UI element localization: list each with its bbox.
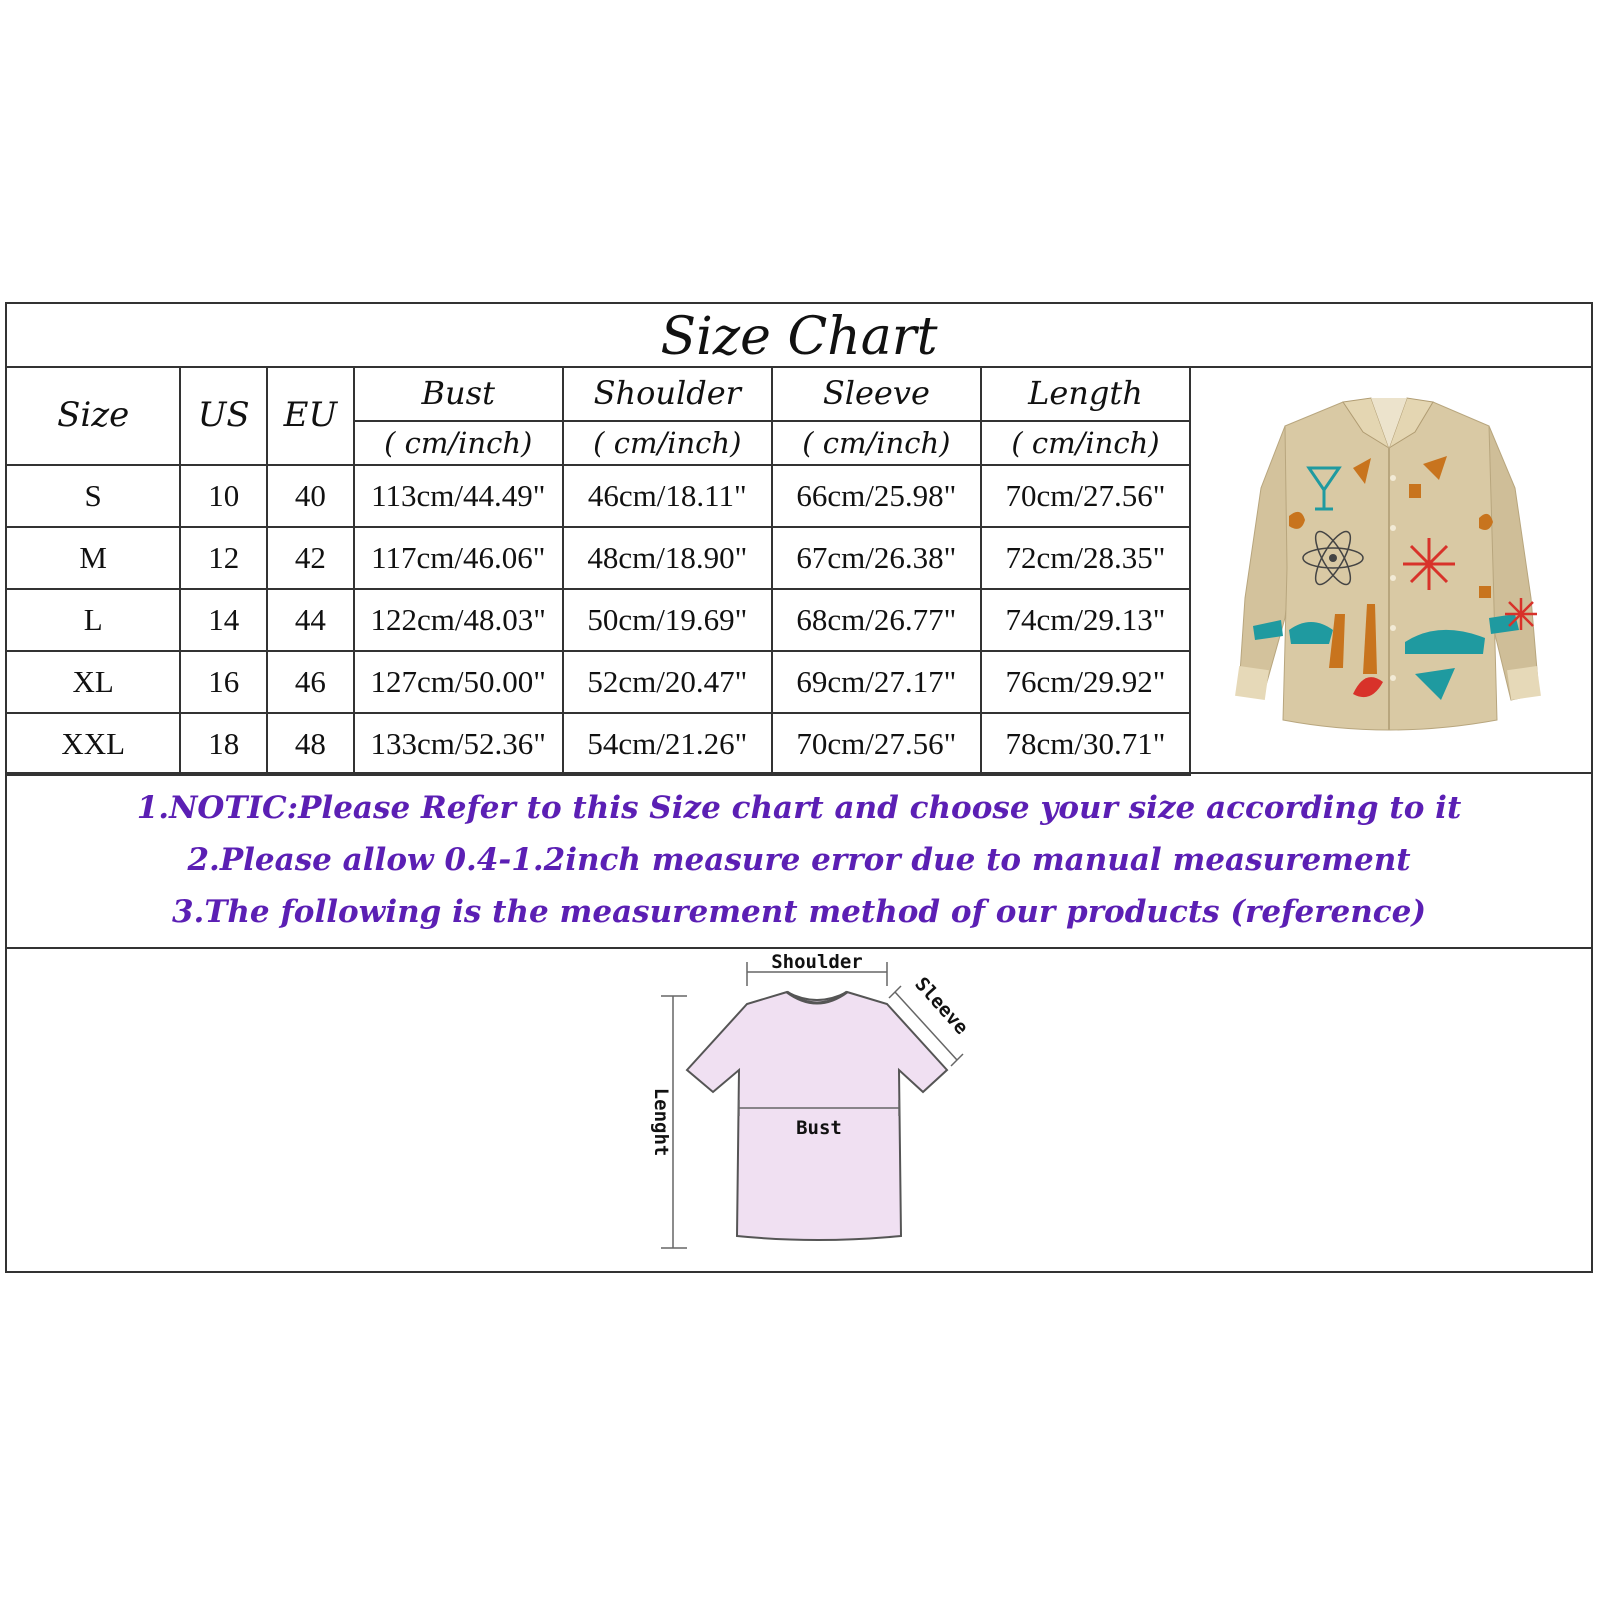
header-sleeve: Sleeve (772, 366, 981, 421)
table-row (7, 651, 1190, 713)
cell-us: 18 (180, 713, 267, 775)
table-row (7, 589, 1190, 651)
header-shoulder: Shoulder (563, 366, 772, 421)
note-line: 2.Please allow 0.4-1.2inch measure error due to manual measurement (187, 842, 1411, 878)
sleeve-label: Sleeve (910, 973, 973, 1039)
table-row (7, 465, 1190, 527)
cell-eu: 46 (267, 651, 354, 713)
page-title: Size Chart (7, 304, 1591, 368)
header-shoulder-unit: ( cm/inch) (563, 421, 772, 465)
shoulder-label: Shoulder (771, 952, 863, 973)
cell-size: S (7, 465, 180, 527)
header-bust: Bust (354, 366, 563, 421)
cell-size: XXL (7, 713, 180, 775)
cell-bust: 122cm/48.03" (354, 589, 563, 651)
cell-shoulder: 52cm/20.47" (563, 651, 772, 713)
cell-bust: 133cm/52.36" (354, 713, 563, 775)
cell-length: 72cm/28.35" (981, 527, 1190, 589)
cell-length: 74cm/29.13" (981, 589, 1190, 651)
cell-shoulder: 50cm/19.69" (563, 589, 772, 651)
header-length: Length (981, 366, 1190, 421)
tshirt-outline (687, 992, 947, 1240)
cell-bust: 127cm/50.00" (354, 651, 563, 713)
cell-us: 16 (180, 651, 267, 713)
cell-length: 78cm/30.71" (981, 713, 1190, 775)
cell-eu: 40 (267, 465, 354, 527)
cell-eu: 48 (267, 713, 354, 775)
cell-sleeve: 69cm/27.17" (772, 651, 981, 713)
cell-bust: 117cm/46.06" (354, 527, 563, 589)
cell-shoulder: 54cm/21.26" (563, 713, 772, 775)
product-shirt-image (1193, 368, 1591, 768)
note-line: 1.NOTIC:Please Refer to this Size chart and choose your size according to it (136, 790, 1462, 826)
cell-size: L (7, 589, 180, 651)
shirt-body (1235, 398, 1541, 730)
length-label: Lenght (650, 1087, 672, 1157)
cell-us: 12 (180, 527, 267, 589)
cell-sleeve: 68cm/26.77" (772, 589, 981, 651)
bust-label: Bust (796, 1117, 842, 1139)
table-row (7, 713, 1190, 775)
cell-shoulder: 48cm/18.90" (563, 527, 772, 589)
header-length-unit: ( cm/inch) (981, 421, 1190, 465)
cell-shoulder: 46cm/18.11" (563, 465, 772, 527)
header-size: Size (7, 366, 180, 465)
cell-eu: 44 (267, 589, 354, 651)
cell-sleeve: 67cm/26.38" (772, 527, 981, 589)
notes-section (7, 772, 1591, 949)
cell-us: 10 (180, 465, 267, 527)
header-us: US (180, 366, 267, 465)
cell-size: XL (7, 651, 180, 713)
cell-eu: 42 (267, 527, 354, 589)
size-chart-frame (5, 302, 1593, 1273)
cell-size: M (7, 527, 180, 589)
cell-sleeve: 70cm/27.56" (772, 713, 981, 775)
note-line: 3.The following is the measurement method of our products (reference) (171, 894, 1427, 930)
header-eu: EU (267, 366, 354, 465)
cell-bust: 113cm/44.49" (354, 465, 563, 527)
cell-sleeve: 66cm/25.98" (772, 465, 981, 527)
tshirt-measurement-diagram (647, 952, 987, 1272)
cell-us: 14 (180, 589, 267, 651)
cell-length: 76cm/29.92" (981, 651, 1190, 713)
table-row (7, 527, 1190, 589)
size-table (7, 366, 1191, 776)
header-sleeve-unit: ( cm/inch) (772, 421, 981, 465)
header-row (7, 366, 1190, 421)
header-bust-unit: ( cm/inch) (354, 421, 563, 465)
cell-length: 70cm/27.56" (981, 465, 1190, 527)
